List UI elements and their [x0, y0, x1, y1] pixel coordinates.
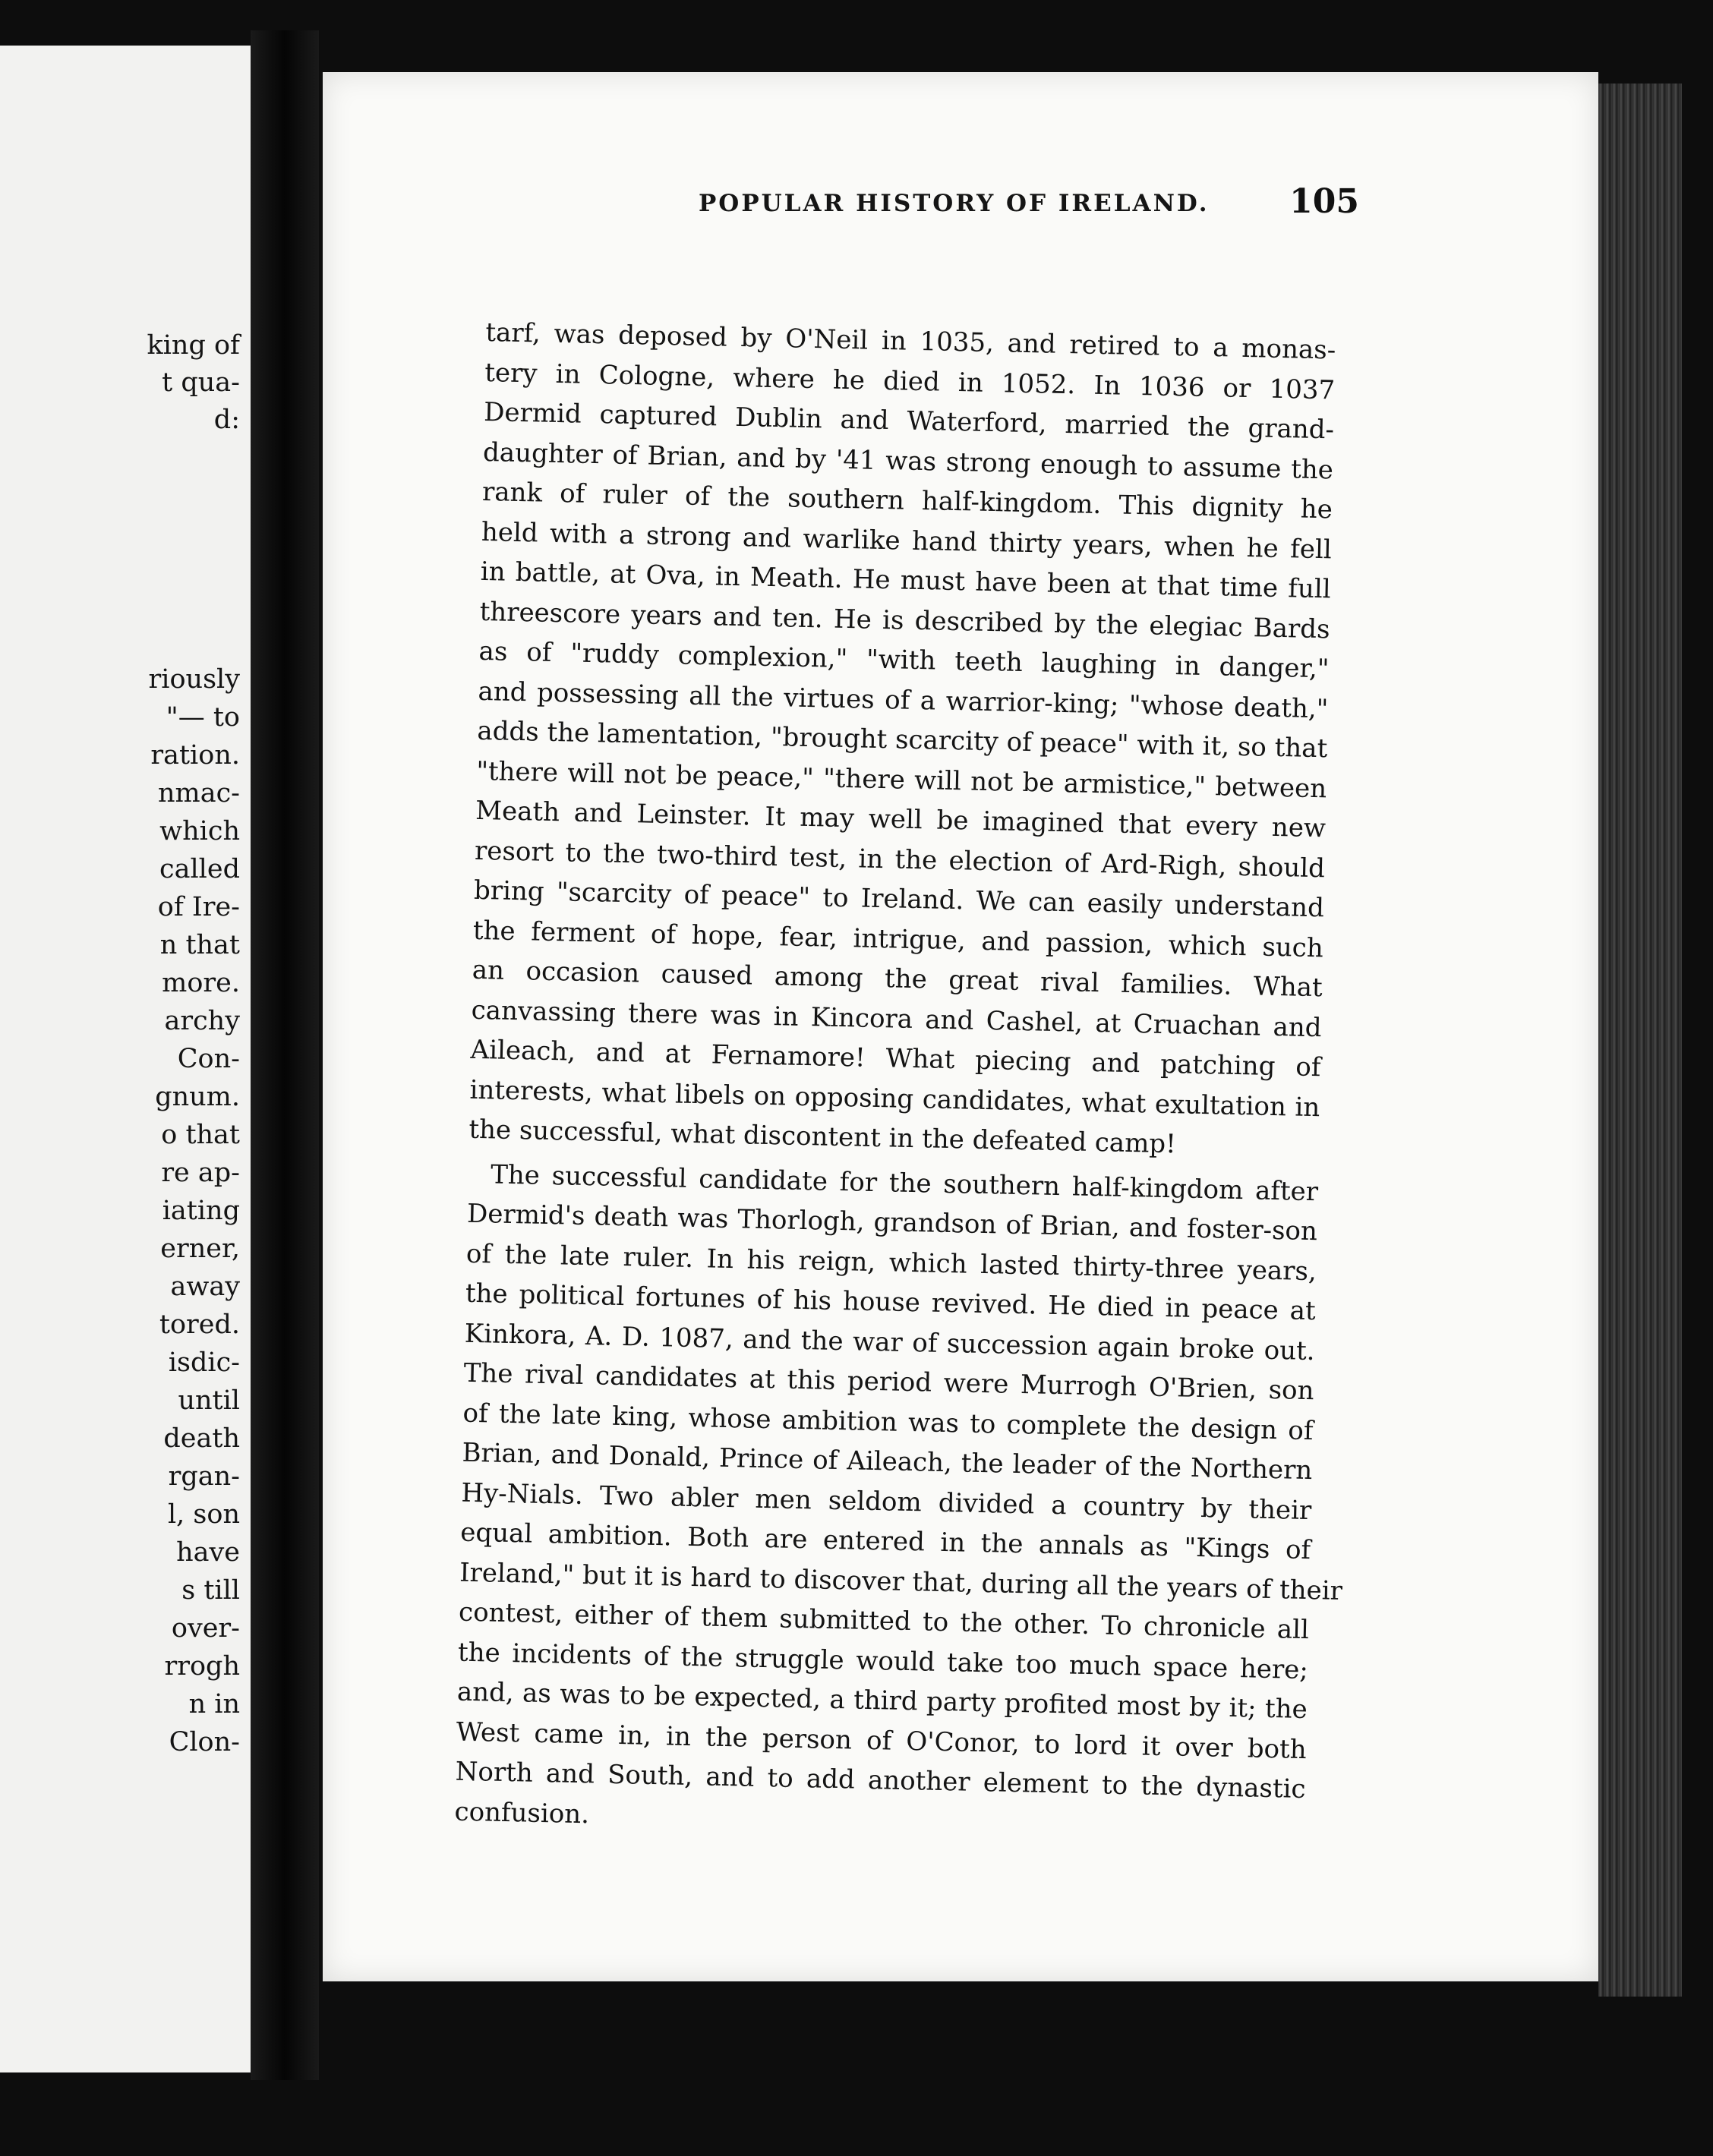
left-line: s till — [181, 1575, 240, 1606]
text-line: equal ambition. Both are entered in the annals as "Kings of — [459, 1517, 1311, 1566]
text-line: and, as was to be expected, a third party profited most by it; the — [456, 1676, 1308, 1726]
page-edges — [1598, 84, 1682, 1997]
text-line: of the late king, whose ambition was to complete the design of — [462, 1398, 1314, 1446]
running-head — [395, 182, 1359, 235]
text-line: resort to the two-third test, in the election of Ard-Righ, should — [474, 835, 1326, 884]
text-line: Dermid captured Dublin and Waterford, married the grand- — [483, 396, 1335, 446]
text-line: bring "scarcity of peace" to Ireland. We can easily understand — [473, 875, 1325, 924]
text-line: threescore years and ten. He is described by the elegiac Bards — [479, 596, 1330, 645]
left-line: t qua- — [162, 367, 240, 398]
left-line: n in — [188, 1689, 240, 1719]
left-line: king of — [147, 330, 240, 361]
left-line: rgan- — [168, 1461, 240, 1492]
text-line: Aileach, and at Fernamore! What piecing and patching of — [470, 1034, 1321, 1083]
left-line: "— to — [166, 702, 240, 733]
left-facing-page — [0, 46, 251, 2072]
left-line: rrogh — [164, 1651, 240, 1682]
text-line: West came in, in the person of O'Conor, to lord it over both — [456, 1716, 1308, 1765]
text-line: the political fortunes of his house revived. He died in peace at — [465, 1278, 1317, 1327]
left-line: until — [178, 1385, 240, 1416]
text-line: The rival candidates at this period were Murrogh O'Brien, son — [463, 1357, 1314, 1407]
left-line: riously — [148, 664, 240, 695]
text-line: adds the lamentation, "brought scarcity of peace" with it, so that — [477, 715, 1328, 764]
text-line: contest, either of them submitted to the other. To chronicle all — [458, 1597, 1310, 1646]
body-text — [454, 313, 1343, 1849]
left-line: more. — [162, 968, 240, 998]
text-line: the successful, what discontent in the defeated camp! — [468, 1114, 1177, 1160]
left-line: which — [159, 816, 240, 846]
text-line: Hy-Nials. Two abler men seldom divided a country by their — [461, 1477, 1312, 1526]
left-line: o that — [161, 1120, 240, 1150]
left-line: away — [170, 1272, 240, 1302]
left-line: have — [176, 1537, 240, 1568]
text-line: Kinkora, A. D. 1087, and the war of succession again broke out. — [464, 1318, 1316, 1366]
text-line: the incidents of the struggle would take too much space here; — [457, 1637, 1309, 1685]
left-line: death — [163, 1423, 240, 1454]
text-line: "there will not be peace," "there will not be armistice," between — [475, 755, 1327, 804]
text-line: rank of ruler of the southern half-kingdom. This dignity he — [481, 476, 1333, 525]
left-line: nmac- — [157, 778, 240, 808]
text-line: Meath and Leinster. It may well be imagined that every new — [475, 795, 1327, 844]
text-line: tarf, was deposed by O'Neil in 1035, and retired to a monas- — [485, 317, 1336, 366]
text-line: an occasion caused among the great rival families. What — [472, 954, 1323, 1004]
left-line: of Ire- — [157, 892, 240, 922]
left-line: iating — [162, 1196, 240, 1226]
running-title: POPULAR HISTORY OF IRELAND. — [699, 190, 1210, 217]
text-line: canvassing there was in Kincora and Cashel, at Cruachan and — [471, 994, 1322, 1043]
text-line: as of "ruddy complexion," "with teeth laughing in danger," — [478, 635, 1330, 685]
left-line: erner, — [160, 1234, 240, 1264]
page-number: 105 — [1289, 182, 1359, 221]
text-line: Ireland," but it is hard to discover that, during all the years of their — [459, 1557, 1343, 1606]
text-line: confusion. — [454, 1796, 590, 1830]
text-line: The successful candidate for the southern half-kingdom after — [490, 1158, 1319, 1207]
left-line: re ap- — [161, 1158, 240, 1188]
left-line: n that — [159, 930, 240, 960]
text-line: interests, what libels on opposing candidates, what exultation in — [469, 1074, 1320, 1123]
left-line: gnum. — [155, 1082, 240, 1112]
left-line: called — [159, 854, 240, 884]
left-line: tored. — [159, 1310, 240, 1340]
left-line: over- — [171, 1613, 240, 1644]
left-line: ration. — [150, 740, 240, 771]
paragraph-1 — [468, 313, 1336, 1168]
text-line: in battle, at Ova, in Meath. He must have been at that time full — [480, 556, 1332, 605]
text-line: held with a strong and warlike hand thirty years, when he fell — [481, 516, 1333, 565]
text-line: daughter of Brian, and by '41 was strong enough to assume the — [482, 437, 1334, 485]
left-line: archy — [164, 1006, 240, 1036]
text-line: North and South, and to add another element to the dynastic — [455, 1756, 1306, 1805]
text-line: Dermid's death was Thorlogh, grandson of Brian, and foster-son — [466, 1198, 1318, 1247]
text-line: and possessing all the virtues of a warrior-king; "whose death," — [478, 676, 1329, 724]
left-line: d: — [213, 405, 240, 435]
left-line: isdic- — [168, 1348, 240, 1378]
left-line: Con- — [177, 1044, 240, 1074]
text-line: of the late ruler. In his reign, which lasted thirty-three years, — [465, 1238, 1317, 1287]
left-line: Clon- — [169, 1727, 240, 1757]
text-line: Brian, and Donald, Prince of Aileach, the leader of the Northern — [462, 1437, 1313, 1486]
book-gutter — [251, 30, 319, 2080]
paragraph-2 — [454, 1154, 1343, 1849]
text-line: the ferment of hope, fear, intrigue, and passion, which such — [472, 915, 1324, 963]
text-line: tery in Cologne, where he died in 1052. In 1036 or 1037 — [484, 357, 1336, 405]
left-line: l, son — [167, 1499, 240, 1530]
